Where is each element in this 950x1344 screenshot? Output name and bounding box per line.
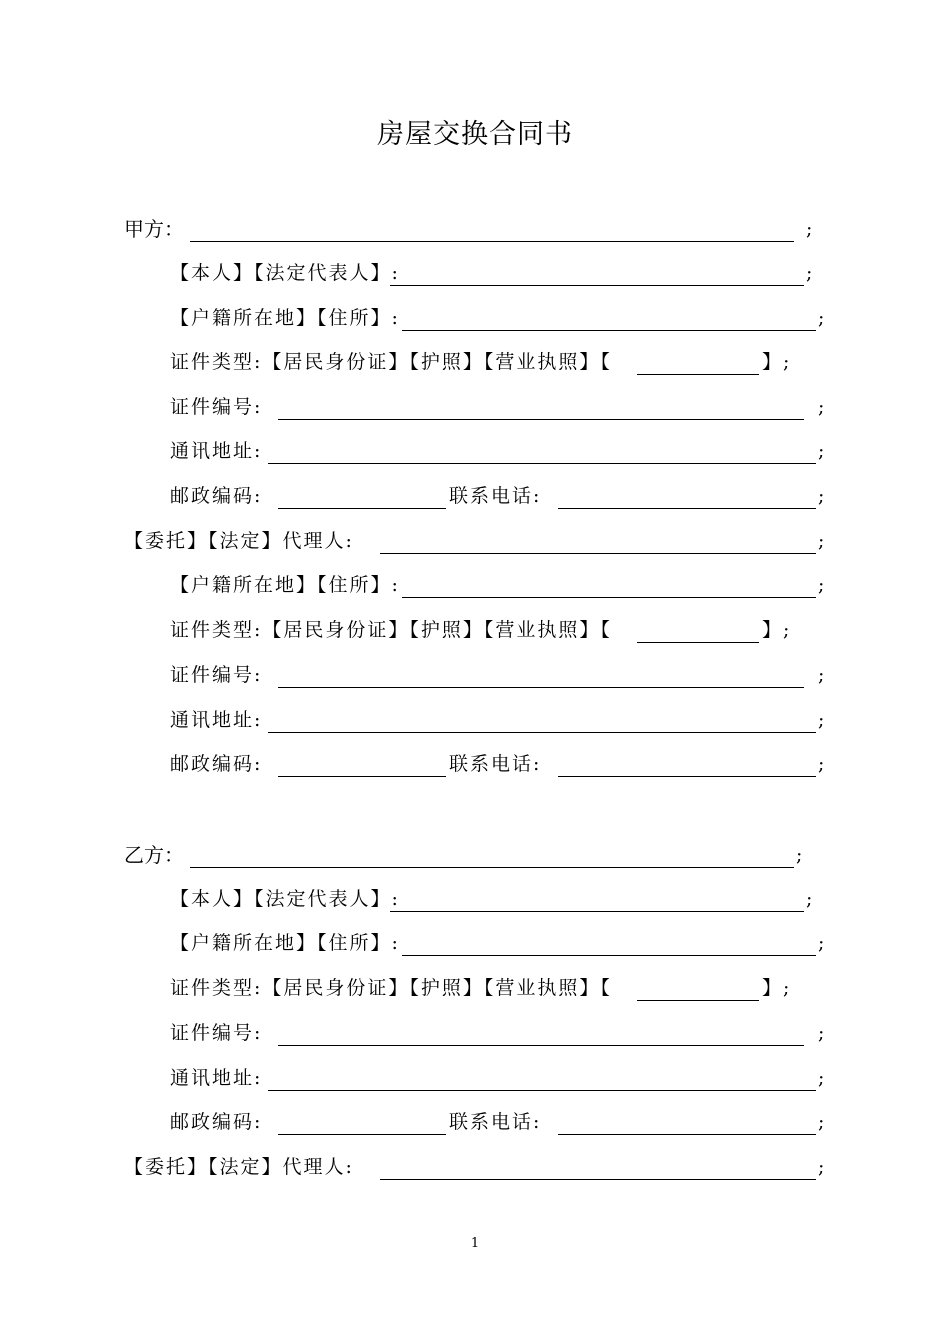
party-a-rep-field[interactable] [390, 285, 804, 286]
semicolon: ; [818, 530, 825, 552]
semicolon: ; [806, 218, 813, 240]
party-a-agent-id-type-label: 证件类型:【居民身份证】【护照】【营业执照】【 [170, 619, 612, 641]
party-a-id-type-end: 】; [762, 351, 792, 373]
party-a-agent-id-no-field[interactable] [278, 687, 804, 688]
party-a-name-field[interactable] [190, 241, 794, 242]
party-b-row [0, 840, 950, 870]
party-a-postcode-field[interactable] [278, 508, 446, 509]
party-a-phone-field[interactable] [558, 508, 816, 509]
party-b-address-row [0, 1063, 950, 1093]
party-b-agent-field[interactable] [380, 1179, 816, 1180]
party-a-agent-row [0, 526, 950, 556]
semicolon: ; [818, 1022, 825, 1044]
party-b-residence-field[interactable] [402, 955, 816, 956]
party-a-agent-residence-label: 【户籍所在地】【住所】: [170, 574, 400, 596]
party-a-row [0, 214, 950, 244]
party-a-agent-field[interactable] [380, 553, 816, 554]
party-b-address-field[interactable] [268, 1090, 816, 1091]
party-b-id-no-label: 证件编号: [170, 1022, 263, 1044]
party-a-contact-row [0, 481, 950, 511]
semicolon: ; [818, 1067, 825, 1089]
page-number: 1 [470, 1236, 480, 1251]
party-a-agent-phone-field[interactable] [558, 776, 816, 777]
party-b-contact-row [0, 1107, 950, 1137]
party-a-rep-label: 【本人】【法定代表人】: [170, 262, 400, 284]
party-a-agent-postcode-label: 邮政编码: [170, 753, 263, 775]
party-a-agent-id-no-label: 证件编号: [170, 664, 263, 686]
party-a-rep-row [0, 258, 950, 288]
party-b-address-label: 通讯地址: [170, 1067, 263, 1089]
document-title: 房屋交换合同书 [377, 119, 573, 150]
party-b-residence-label: 【户籍所在地】【住所】: [170, 932, 400, 954]
party-b-agent-row [0, 1152, 950, 1182]
party-b-rep-field[interactable] [390, 911, 804, 912]
party-a-id-no-label: 证件编号: [170, 396, 263, 418]
party-b-rep-label: 【本人】【法定代表人】: [170, 888, 400, 910]
party-b-id-type-row [0, 973, 950, 1003]
semicolon: ; [818, 440, 825, 462]
party-b-id-no-field[interactable] [278, 1045, 804, 1046]
party-a-id-type-label: 证件类型:【居民身份证】【护照】【营业执照】【 [170, 351, 612, 373]
semicolon: ; [818, 396, 825, 418]
party-a-agent-postcode-field[interactable] [278, 776, 446, 777]
party-b-id-no-row [0, 1018, 950, 1048]
party-a-id-type-other-field[interactable] [637, 374, 759, 375]
party-a-agent-address-field[interactable] [268, 732, 816, 733]
semicolon: ; [806, 262, 813, 284]
semicolon: ; [818, 664, 825, 686]
party-a-address-label: 通讯地址: [170, 440, 263, 462]
party-b-name-field[interactable] [190, 867, 794, 868]
party-b-agent-label: 【委托】【法定】代理人: [124, 1156, 354, 1178]
party-a-residence-field[interactable] [402, 330, 816, 331]
party-a-agent-residence-field[interactable] [402, 597, 816, 598]
party-b-phone-field[interactable] [558, 1134, 816, 1135]
party-a-residence-row [0, 303, 950, 333]
party-a-postcode-label: 邮政编码: [170, 485, 263, 507]
party-b-postcode-field[interactable] [278, 1134, 446, 1135]
party-b-rep-row [0, 884, 950, 914]
semicolon: ; [818, 753, 825, 775]
party-a-agent-residence-row [0, 570, 950, 600]
party-a-residence-label: 【户籍所在地】【住所】: [170, 307, 400, 329]
party-a-agent-id-type-end: 】; [762, 619, 792, 641]
semicolon: ; [818, 574, 825, 596]
party-a-agent-phone-label: 联系电话: [449, 753, 542, 775]
party-a-label: 甲方： [124, 217, 184, 241]
party-a-agent-id-no-row [0, 660, 950, 690]
semicolon: ; [818, 307, 825, 329]
party-a-id-type-row [0, 347, 950, 377]
party-a-address-field[interactable] [268, 463, 816, 464]
party-a-id-no-field[interactable] [278, 419, 804, 420]
party-a-agent-address-label: 通讯地址: [170, 709, 263, 731]
semicolon: ; [806, 888, 813, 910]
party-a-agent-id-type-other-field[interactable] [637, 642, 759, 643]
party-a-address-row [0, 436, 950, 466]
semicolon: ; [796, 844, 803, 866]
party-b-phone-label: 联系电话: [449, 1111, 542, 1133]
party-a-agent-id-type-row [0, 615, 950, 645]
party-a-agent-address-row [0, 705, 950, 735]
semicolon: ; [818, 709, 825, 731]
party-a-agent-contact-row [0, 749, 950, 779]
party-b-id-type-end: 】; [762, 977, 792, 999]
party-a-phone-label: 联系电话: [449, 485, 542, 507]
semicolon: ; [818, 1111, 825, 1133]
party-a-id-no-row [0, 392, 950, 422]
semicolon: ; [818, 932, 825, 954]
party-b-label: 乙方： [124, 843, 184, 867]
party-b-residence-row [0, 928, 950, 958]
party-a-agent-label: 【委托】【法定】代理人: [124, 530, 354, 552]
semicolon: ; [818, 485, 825, 507]
party-b-postcode-label: 邮政编码: [170, 1111, 263, 1133]
semicolon: ; [818, 1156, 825, 1178]
party-b-id-type-label: 证件类型:【居民身份证】【护照】【营业执照】【 [170, 977, 612, 999]
party-b-id-type-other-field[interactable] [637, 1000, 759, 1001]
